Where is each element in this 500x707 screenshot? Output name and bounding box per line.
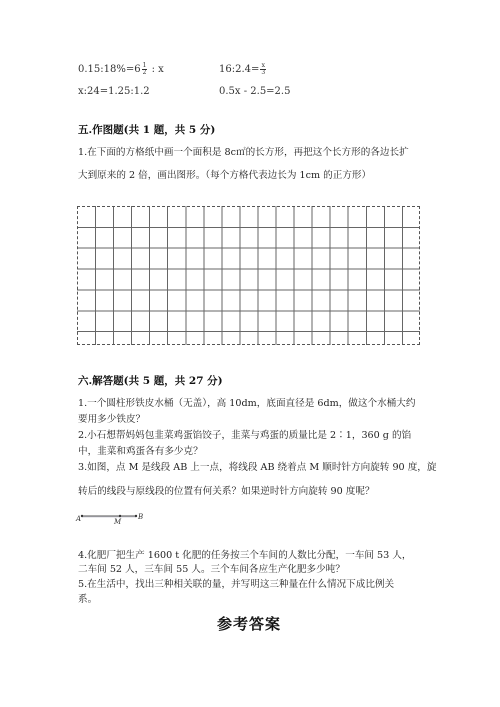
equation-1: [78, 63, 164, 76]
point-b-label: B: [138, 513, 144, 521]
equation-2: [219, 63, 267, 76]
fraction-denominator: 3: [261, 69, 266, 76]
equation-4: 0.5x - 2.5=2.5: [219, 86, 291, 97]
equation-1-left: 0.15:18%=6: [78, 64, 141, 75]
point-a-label: A: [76, 515, 82, 523]
section-5-question-line-1: 1.在下面的方格纸中画一个面积是 8c㎡的长方形，再把这个长方形的各边长扩: [78, 147, 409, 158]
fraction-numerator: x: [261, 62, 265, 69]
section-5-heading: 五.作图题(共 1 题，共 5 分): [78, 124, 216, 136]
point-a-dot: [81, 515, 83, 517]
question-3-line-1: 3.如图，点 M 是线段 AB 上一点，将线段 AB 绕着点 M 顺时针方向旋转 90 度，旋: [78, 462, 437, 473]
question-1-line-2: 要用多少铁皮？: [78, 414, 146, 425]
segment-ab-figure: [74, 506, 154, 526]
point-m-label: M: [114, 518, 122, 526]
question-1-line-1: 1.一个圆柱形铁皮水桶（无盖），高 10dm，底面直径是 6dm，做这个水桶大约: [78, 398, 416, 409]
section-5-question-line-2: 大到原来的 2 倍，画出图形。（每个方格代表边长为 1cm 的正方形）: [78, 170, 372, 181]
equation-1-fraction: [142, 63, 148, 76]
point-m-dot: [119, 515, 121, 517]
square-grid-paper: [77, 206, 420, 345]
equation-2-fraction: [260, 63, 266, 76]
question-5-line-1: 5.在生活中，找出三种相关联的量，并写明这三种量在什么情况下成比例关: [78, 579, 395, 590]
section-6-heading: 六.解答题(共 5 题，共 27 分): [78, 375, 223, 387]
question-3-line-2: 转后的线段与原线段的位置有何关系？如果逆时针方向旋转 90 度呢？: [78, 486, 375, 497]
equation-1-right: : x: [148, 64, 164, 75]
fraction-numerator: 1: [142, 62, 147, 69]
equation-2-left: 16:2.4=: [219, 64, 260, 75]
question-4-line-1: 4.化肥厂把生产 1600 t 化肥的任务按三个车间的人数比分配，一车间 53 人，: [78, 550, 412, 561]
question-2-line-1: 2.小石想帮妈妈包韭菜鸡蛋馅饺子，韭菜与鸡蛋的质量比是 2∶1，360 g 的馅: [78, 430, 412, 441]
question-4-line-2: 二车间 52 人，三车间 55 人。三个车间各应生产化肥多少吨？: [78, 564, 345, 575]
fraction-denominator: 2: [142, 69, 147, 76]
question-2-line-2: 中，韭菜和鸡蛋各有多少克？: [78, 446, 203, 457]
point-b-dot: [135, 515, 137, 517]
equation-3: x:24=1.25:1.2: [78, 86, 150, 97]
answers-title: 参考答案: [217, 615, 282, 633]
question-5-line-2: 系。: [78, 594, 98, 605]
